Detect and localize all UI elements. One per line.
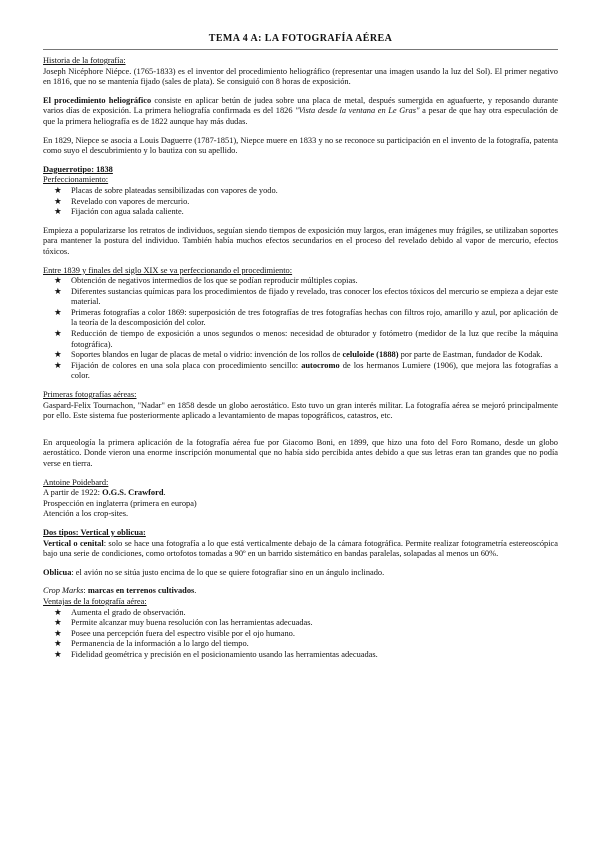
list-item (71, 361, 558, 382)
i5-text-a: Soportes blandos en lugar de placas de metal o vidrio: invención de los rollos de (71, 350, 343, 360)
list-item: ★ Permanencia de la información a lo largo del tiempo. (71, 639, 558, 650)
title-divider (43, 49, 558, 50)
siglo-list (43, 276, 558, 382)
poidebard-line-3: Atención a los crop-sites. (43, 509, 129, 519)
historia-paragraph-1: Joseph Nicéphore Niépce. (1765-1833) es el inventor del procedimiento heliográfico (representar una imagen usando la luz del Sol). El primer negativo en 1816, que no se mantenía fijado (sales de plata). Se consiguió con 8 horas de exposición. (43, 66, 558, 87)
list-item: ★ Fidelidad geométrica y precisión en el posicionamiento usando las herramientas adecuadas. (71, 650, 558, 661)
list-item (71, 350, 558, 361)
document-title (43, 33, 558, 44)
p2-text-a: consiste en aplicar betún de judea sobre una placa de metal, después sumergida en aguafuerte, y reposando durante varios días de exposición. La primera heliografía confirmada es del 1826 (43, 95, 558, 116)
historia-paragraph-3: En 1829, Niepce se asocia a Louis Daguerre (1787-1851), Niepce muere en 1833 y no se reconoce su participación en el invento de la fotografía, patenta como suyo el descubrimiento y lo bautiza con su apellido. (43, 135, 558, 156)
siglo-heading: Entre 1839 y finales del siglo XIX se va perfeccionando el procedimiento: (43, 265, 293, 275)
l1-text-a: A partir de 1922: (43, 488, 103, 498)
list-item: ★ Permite alcanzar muy buena resolución con las herramientas adecuadas. (71, 618, 558, 629)
crop-marks-line (43, 586, 558, 597)
list-item: ★ Diferentes sustancias químicas para los procedimientos de fijado y revelado, tras conocer los efectos tóxicos del mercurio se empieza a dejar este material. (71, 287, 558, 308)
primeras-heading: Primeras fotografías aéreas: (43, 390, 137, 400)
tipos-heading: Dos tipos: Vertical y oblicua: (43, 527, 146, 537)
historia-paragraph-2 (43, 96, 558, 128)
vertical-paragraph (43, 539, 558, 560)
primeras-paragraph-1: Gaspard-Felix Tournachon, "Nadar" en 1858 desde un globo aerostático. Esto tuvo un gran interés militar. La fotografía aérea se mejoró principalmente por ello. Este sistema fue posteriormente aplicado a levantamiento de mapas topográficos, catastros, etc. (43, 400, 558, 421)
poidebard-line-1 (43, 488, 558, 499)
i6-text-b: de los hermanos Lumiere (1906), que mejora las fotografías a color. (71, 360, 558, 381)
daguerrotipo-paragraph: Empieza a popularizarse los retratos de individuos, seguían siendo tiempos de exposición muy largos, eran imágenes muy frágiles, se utilizaban soportes para mantener la postura del individuo. También había muchos efectos secundarios en el proceso del revelado debido al vapor de mercurio, efectos tóxicos. (43, 225, 558, 256)
daguerrotipo-heading: Daguerrotipo: 1838 (43, 164, 113, 174)
list-item: ★ Obtención de negativos intermedios de los que se podían reproducir múltiples copias. (71, 276, 558, 287)
vertical-term: Vertical o cenital (43, 538, 104, 548)
crop-end: . (194, 586, 197, 596)
perfeccionamiento-heading: Perfeccionamiento: (43, 175, 109, 185)
i5-text-b: por parte de Eastman, fundador de Kodak. (398, 350, 543, 360)
vertical-text: : solo se hace una fotografía a lo que está verticalmente debajo de la cámara fotográfica. Permite realizar fotogrametría estereoscópica bajo una serie de condiciones, como ortofotos tomadas a 90º en un barrido sistemático en bandas paralelas, solapadas al menos un 60%. (43, 538, 558, 559)
list-item: ★ Reducción de tiempo de exposición a unos segundos o menos: necesidad de obturador y fotómetro (medidor de la luz que recibe la máquina fotográfica). (71, 329, 558, 350)
primeras-paragraph-2: En arqueología la primera aplicación de la fotografía aérea fue por Giacomo Boni, en 1899, que hizo una foto del Foro Romano, desde un globo aerostático. Donde vieron una enorme inscripción monumental que no había sido percibida antes debido a que sus letras eran tan grandes que no podía verse en tierra. (43, 437, 558, 468)
crawford-term: O.G.S. Crawford (102, 488, 164, 498)
oblicua-text: : el avión no se sitúa justo encima de lo que se quiere fotografiar sino en un ángulo inclinado. (71, 567, 385, 577)
title-prefix: TEMA 4 A (208, 33, 259, 44)
poidebard-heading: Antoine Poidebard: (43, 477, 109, 487)
list-item: ★ Revelado con vapores de mercurio. (71, 197, 558, 208)
list-item: ★ Posee una percepción fuera del espectro visible por el ojo humano. (71, 629, 558, 640)
autocromo-term: autocromo (301, 360, 340, 370)
spacer (43, 430, 558, 438)
l1-text-b: . (163, 488, 166, 498)
celuloide-term: celuloide (1888) (342, 350, 399, 360)
title-separator: : (258, 33, 265, 44)
list-item: ★ Fijación con agua salada caliente. (71, 207, 558, 218)
ventajas-heading: Ventajas de la fotografía aérea: (43, 596, 147, 606)
list-item: ★ Primeras fotografías a color 1869: superposición de tres fotografías de tres fotografías hechas con filtros rojo, amarillo y azul, por aplicación de la teoría de la descomposición del color. (71, 308, 558, 329)
perfeccionamiento-list (43, 186, 558, 218)
heliografico-term: El procedimiento heliográfico (43, 95, 152, 105)
list-item: ★ Aumenta el grado de observación. (71, 608, 558, 619)
p2-text-b: a pesar de que hay otra especulación de que la primera heliografía es de 1822 aunque hay más dudas. (43, 106, 558, 126)
ventajas-list (43, 608, 558, 661)
i6-text-a: Fijación de colores en una sola placa con procedimiento sencillo: (71, 360, 302, 370)
oblicua-term: Oblicua (43, 567, 72, 577)
p2-italic-title: "Vista desde la ventana en Le Gras" (295, 106, 420, 116)
crop-marks-definition: marcas en terrenos cultivados (87, 586, 195, 596)
title-text: LA FOTOGRAFÍA AÉREA (264, 33, 393, 44)
list-item: ★ Placas de sobre plateadas sensibilizadas con vapores de yodo. (71, 186, 558, 197)
poidebard-line-2: Prospección en inglaterra (primera en europa) (43, 498, 197, 508)
oblicua-paragraph (43, 568, 558, 579)
crop-marks-term: Crop Marks (43, 586, 84, 596)
crop-separator: : (83, 586, 88, 596)
historia-heading: Historia de la fotografía: (43, 56, 126, 65)
